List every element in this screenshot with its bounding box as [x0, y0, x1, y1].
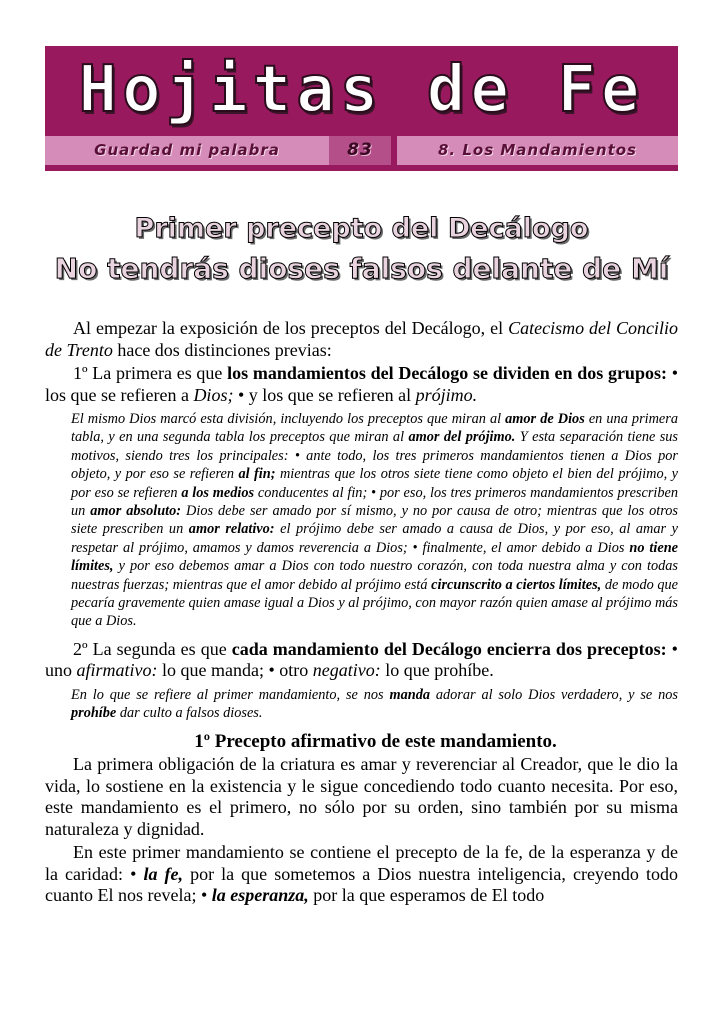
- text-run: El mismo Dios marcó esta división, incluyendo los preceptos que miran al: [71, 411, 506, 427]
- text-run-italic: Dios;: [193, 384, 234, 405]
- text-run: dar culto a falsos dioses.: [116, 705, 263, 722]
- text-run: 2º La segunda es que: [73, 638, 232, 659]
- section-label: 8. Los Mandamientos: [391, 136, 678, 165]
- text-run-bold: amor de Dios: [505, 411, 585, 427]
- text-run: 1º La primera es que: [73, 363, 228, 383]
- section-heading: 1º Precepto afirmativo de este mandamiento.: [194, 730, 557, 752]
- text-run: el prójimo debe ser amado a causa de Dios, y por eso, al amar y respetar al prójimo, amamos y damos reverencia a Dios; • finalmente, el amor debido a Dios: [71, 521, 678, 556]
- paragraph-creator: La primera obligación de la criatura es amar y reverenciar al Creador, que le dio la vida, lo sostiene en la existencia y le sigue concediendo todo cuanto necesita. Por eso, este mandamiento es el primero, no sólo por su orden, sino también por su misma naturaleza y dignidad.: [45, 754, 678, 839]
- series-label: Guardad mi palabra: [94, 141, 280, 159]
- paragraph-first-distinction: [45, 363, 678, 406]
- text-run: adorar al solo Dios verdadero, y se nos: [430, 686, 678, 703]
- text-run-bold: no tiene límites,: [71, 539, 678, 575]
- text-run-italic: Catecismo del Concilio de Trento: [45, 318, 679, 360]
- text-run-bold: amor absoluto:: [90, 503, 182, 520]
- article-title: [45, 210, 678, 290]
- text-run-italic: negativo:: [312, 660, 381, 681]
- text-run-bold: prohíbe: [71, 705, 117, 722]
- title-line-1: Primer precepto del Decálogo: [134, 213, 589, 244]
- text-run: • y los que se refieren al: [233, 384, 416, 405]
- text-run: por la que sometemos a Dios nuestra inteligencia, creyendo todo cuanto El nos revela; •: [45, 863, 678, 906]
- text-run: lo que manda; • otro: [157, 660, 313, 681]
- text-run: En este primer mandamiento se contiene el precepto de la fe, de la esperanza y de la caridad: •: [45, 842, 678, 884]
- text-run-bold-italic: la esperanza,: [211, 885, 309, 906]
- issue-number: 83: [329, 136, 391, 165]
- article-body: [45, 318, 678, 909]
- paragraph-second-distinction: [45, 639, 678, 682]
- text-run-bold: los mandamientos del Decálogo se dividen en dos grupos:: [227, 363, 667, 383]
- text-run-bold: cada mandamiento del Decálogo encierra dos preceptos:: [231, 638, 667, 659]
- text-run: En lo que se refiere al primer mandamiento, se nos: [71, 686, 390, 703]
- text-run-bold: al fin;: [238, 466, 276, 483]
- text-run: por la que esperamos de El todo: [308, 885, 545, 906]
- text-run-bold: a los medios: [181, 484, 255, 501]
- text-run: hace dos distinciones previas:: [112, 339, 332, 360]
- text-run: mientras que los otros siete tiene como objeto el bien del prójimo, y por eso se refieren: [71, 466, 679, 501]
- text-run: y por eso debemos amar a Dios con todo nuestro corazón, con toda nuestra alma y con todas nuestras fuerzas; mientras que el amor debido al prójimo está: [71, 558, 678, 593]
- text-run: lo que prohíbe.: [380, 660, 494, 681]
- text-run: en una primera tabla, y en una segunda tabla los preceptos que miran al: [71, 411, 678, 446]
- text-run-bold-italic: la fe,: [143, 863, 183, 884]
- text-run: • uno: [45, 638, 678, 681]
- header-subbar: [45, 136, 678, 165]
- text-run-bold: amor del prójimo.: [408, 429, 516, 446]
- text-run: • los que se refieren a: [45, 363, 678, 405]
- text-run: Al empezar la exposición de los preceptos del Decálogo, el: [73, 318, 509, 338]
- text-run: Y esta separación tiene sus motivos, siendo tres los principales: • ante todo, los tres primeros mandamientos tienen a Dios por objeto, y por eso se refieren: [71, 429, 678, 483]
- note-first-distinction: [71, 410, 678, 631]
- note-second-distinction: [71, 686, 678, 723]
- text-run-italic: afirmativo:: [76, 660, 158, 681]
- publication-title: Hojitas de Fe: [78, 53, 645, 127]
- text-run-bold: circunscrito a ciertos límites,: [431, 576, 602, 593]
- paragraph-intro: [45, 318, 678, 361]
- text-run-bold: manda: [389, 686, 430, 703]
- paragraph-virtues: [45, 842, 678, 907]
- text-run: conducentes al fin; • por eso, los tres primeros mandamientos prescriben un: [71, 484, 678, 520]
- text-run: Dios debe ser amado por sí mismo, y no por causa de otro; mientras que los otros siete prescriben un: [71, 503, 679, 538]
- title-line-2: No tendrás dioses falsos delante de Mí: [54, 252, 669, 285]
- text-run-bold: amor relativo:: [188, 521, 275, 538]
- text-run: de modo que pecaría gravemente quien amase igual a Dios y al prójimo, con mayor razón quien amase al prójimo más que a Dios.: [71, 576, 678, 630]
- text-run-italic: prójimo.: [415, 384, 478, 405]
- page-header: [45, 46, 678, 171]
